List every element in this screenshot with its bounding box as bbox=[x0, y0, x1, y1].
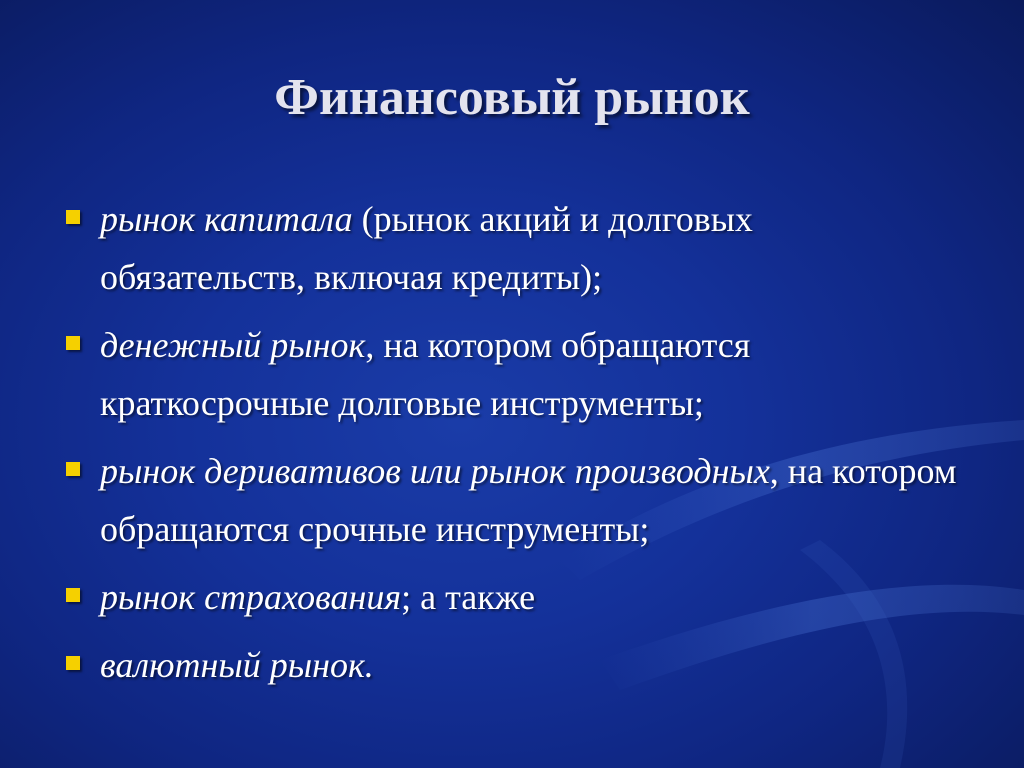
bullet-text: , на котором обращаются краткосрочные долговые инструменты; bbox=[100, 325, 751, 423]
bullet-text: , на котором обращаются срочные инструменты; bbox=[100, 451, 957, 549]
bullet-marker-icon bbox=[66, 462, 80, 476]
bullet-item bbox=[64, 442, 964, 558]
bullet-marker-icon bbox=[66, 588, 80, 602]
bullet-emphasis: рынок страхования bbox=[100, 577, 402, 617]
bullet-item bbox=[64, 568, 964, 626]
bullet-emphasis: валютный рынок. bbox=[100, 645, 374, 685]
bullet-item bbox=[64, 316, 964, 432]
bullet-marker-icon bbox=[66, 210, 80, 224]
bullet-emphasis: рынок капитала bbox=[100, 199, 353, 239]
bullet-item bbox=[64, 636, 964, 694]
bullet-item bbox=[64, 190, 964, 306]
bullet-emphasis: рынок деривативов или рынок производных bbox=[100, 451, 770, 491]
bullet-text: (рынок акций и долговых обязательств, включая кредиты); bbox=[100, 199, 753, 297]
bullet-list bbox=[64, 190, 964, 704]
bullet-emphasis: денежный рынок bbox=[100, 325, 366, 365]
slide-title: Финансовый рынок bbox=[274, 69, 750, 126]
bullet-marker-icon bbox=[66, 336, 80, 350]
bullet-text: ; а также bbox=[401, 577, 536, 617]
bullet-marker-icon bbox=[66, 656, 80, 670]
